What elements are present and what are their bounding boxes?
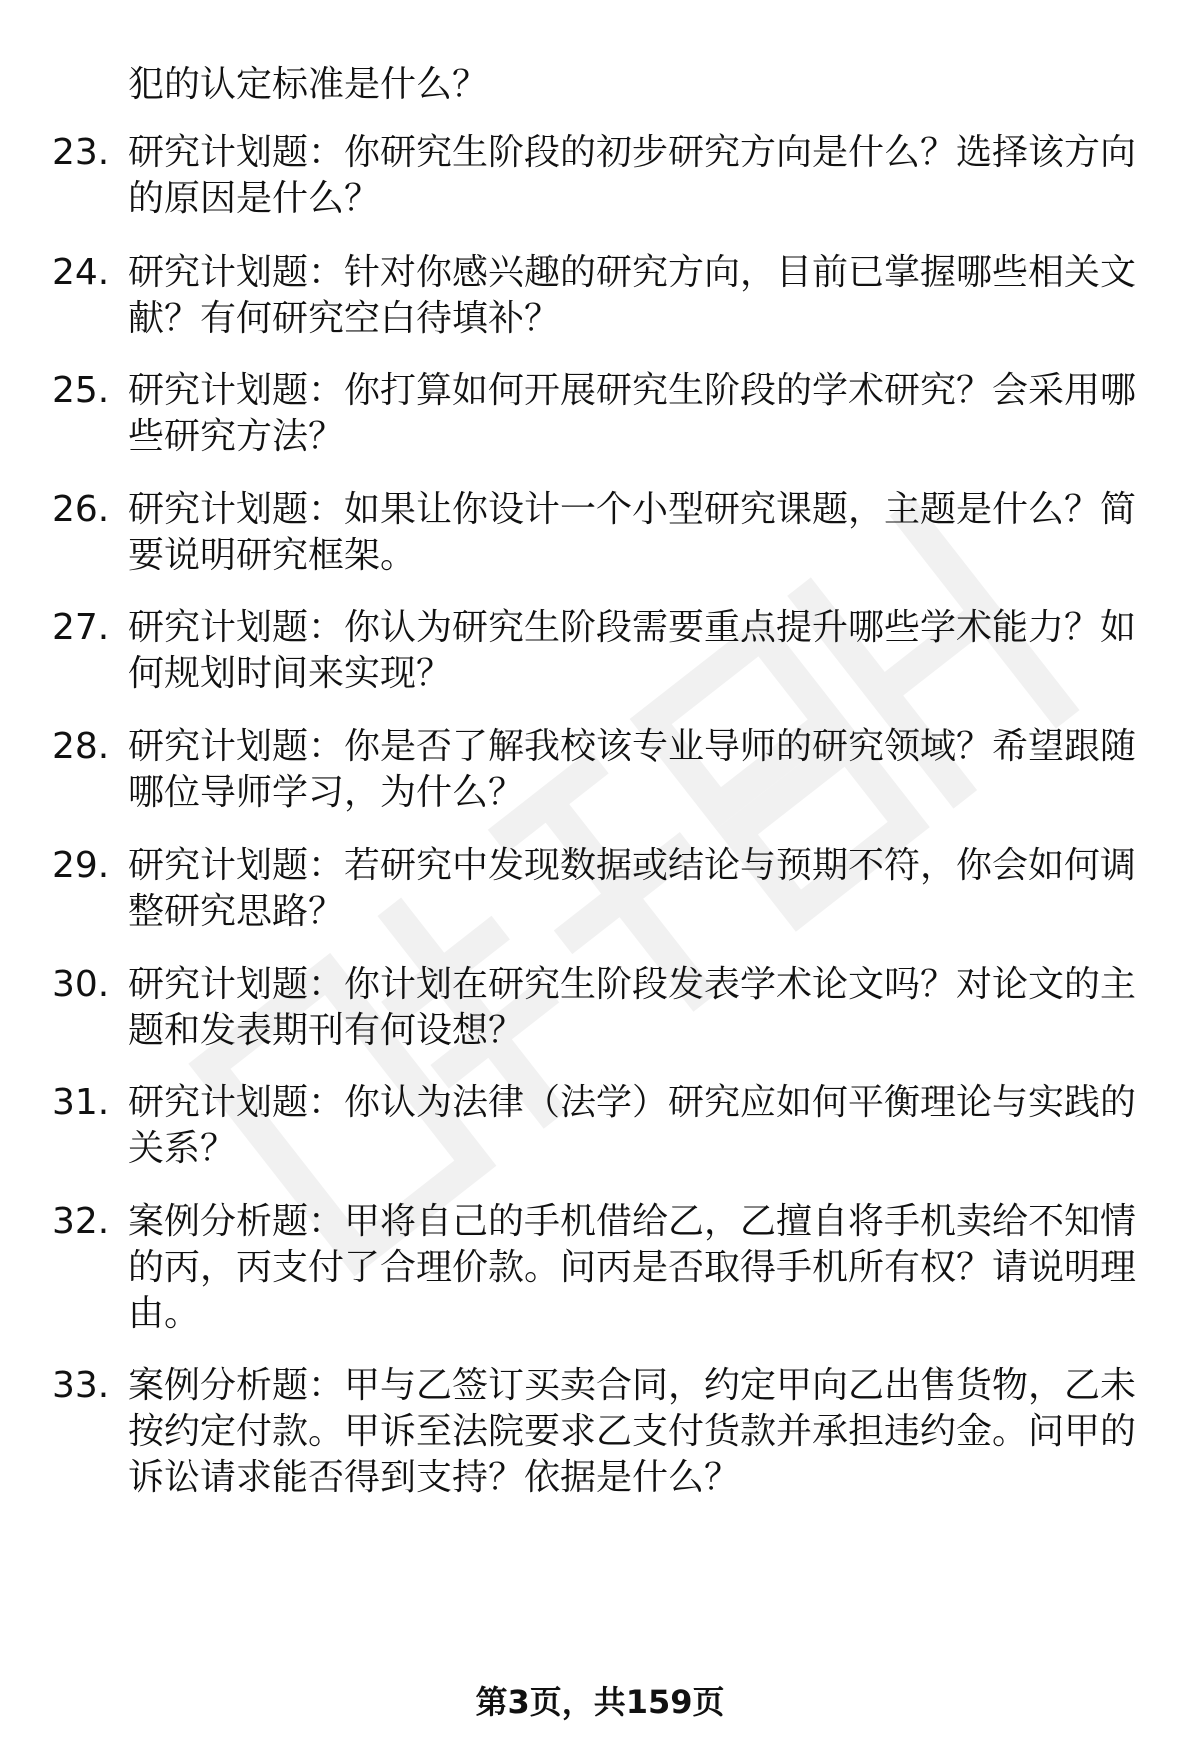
- question-number: 32.: [52, 1201, 110, 1242]
- question-text: 由。: [128, 1293, 201, 1334]
- question-text: 研究计划题：针对你感兴趣的研究方向，目前已掌握哪些相关文: [128, 252, 1137, 293]
- question-number: 27.: [52, 607, 110, 648]
- continued-question-text: 犯的认定标准是什么？: [128, 64, 489, 105]
- question-number: 28.: [52, 726, 110, 767]
- question-text: 研究计划题：你认为法律（法学）研究应如何平衡理论与实践的: [128, 1082, 1137, 1123]
- question-number: 26.: [52, 489, 110, 530]
- question-text: 研究计划题：你计划在研究生阶段发表学术论文吗？对论文的主: [128, 964, 1137, 1005]
- question-text: 哪位导师学习，为什么？: [128, 772, 525, 813]
- question-text: 案例分析题：甲与乙签订买卖合同，约定甲向乙出售货物，乙未: [128, 1365, 1137, 1406]
- question-number: 33.: [52, 1365, 110, 1406]
- page-number-footer: 第3页，共159页: [475, 1683, 725, 1721]
- question-number: 23.: [52, 132, 110, 173]
- question-text: 研究计划题：若研究中发现数据或结论与预期不符，你会如何调: [128, 845, 1137, 886]
- question-number: 25.: [52, 370, 110, 411]
- question-text: 案例分析题：甲将自己的手机借给乙，乙擅自将手机卖给不知情: [128, 1201, 1137, 1242]
- question-text: 献？有何研究空白待填补？: [128, 298, 561, 339]
- question-number: 31.: [52, 1082, 110, 1123]
- question-text: 要说明研究框架。: [128, 535, 417, 576]
- question-text: 关系？: [128, 1128, 237, 1169]
- question-text: 何规划时间来实现？: [128, 653, 453, 694]
- question-text: 的原因是什么？: [128, 178, 381, 219]
- question-text: 整研究思路？: [128, 891, 345, 932]
- question-number: 30.: [52, 964, 110, 1005]
- question-text: 研究计划题：你研究生阶段的初步研究方向是什么？选择该方向: [128, 132, 1137, 173]
- question-number: 24.: [52, 252, 110, 293]
- question-text: 的丙，丙支付了合理价款。问丙是否取得手机所有权？请说明理: [128, 1247, 1137, 1288]
- question-text: 研究计划题：如果让你设计一个小型研究课题，主题是什么？简: [128, 489, 1137, 530]
- question-text: 诉讼请求能否得到支持？依据是什么？: [128, 1457, 741, 1498]
- question-text: 些研究方法？: [128, 416, 345, 457]
- question-text: 研究计划题：你是否了解我校该专业导师的研究领域？希望跟随: [128, 726, 1137, 767]
- question-text: 研究计划题：你打算如何开展研究生阶段的学术研究？会采用哪: [128, 370, 1137, 411]
- question-number: 29.: [52, 845, 110, 886]
- question-text: 题和发表期刊有何设想？: [128, 1010, 525, 1051]
- question-text: 按约定付款。甲诉至法院要求乙支付货款并承担违约金。问甲的: [128, 1411, 1137, 1452]
- question-text: 研究计划题：你认为研究生阶段需要重点提升哪些学术能力？如: [128, 607, 1137, 648]
